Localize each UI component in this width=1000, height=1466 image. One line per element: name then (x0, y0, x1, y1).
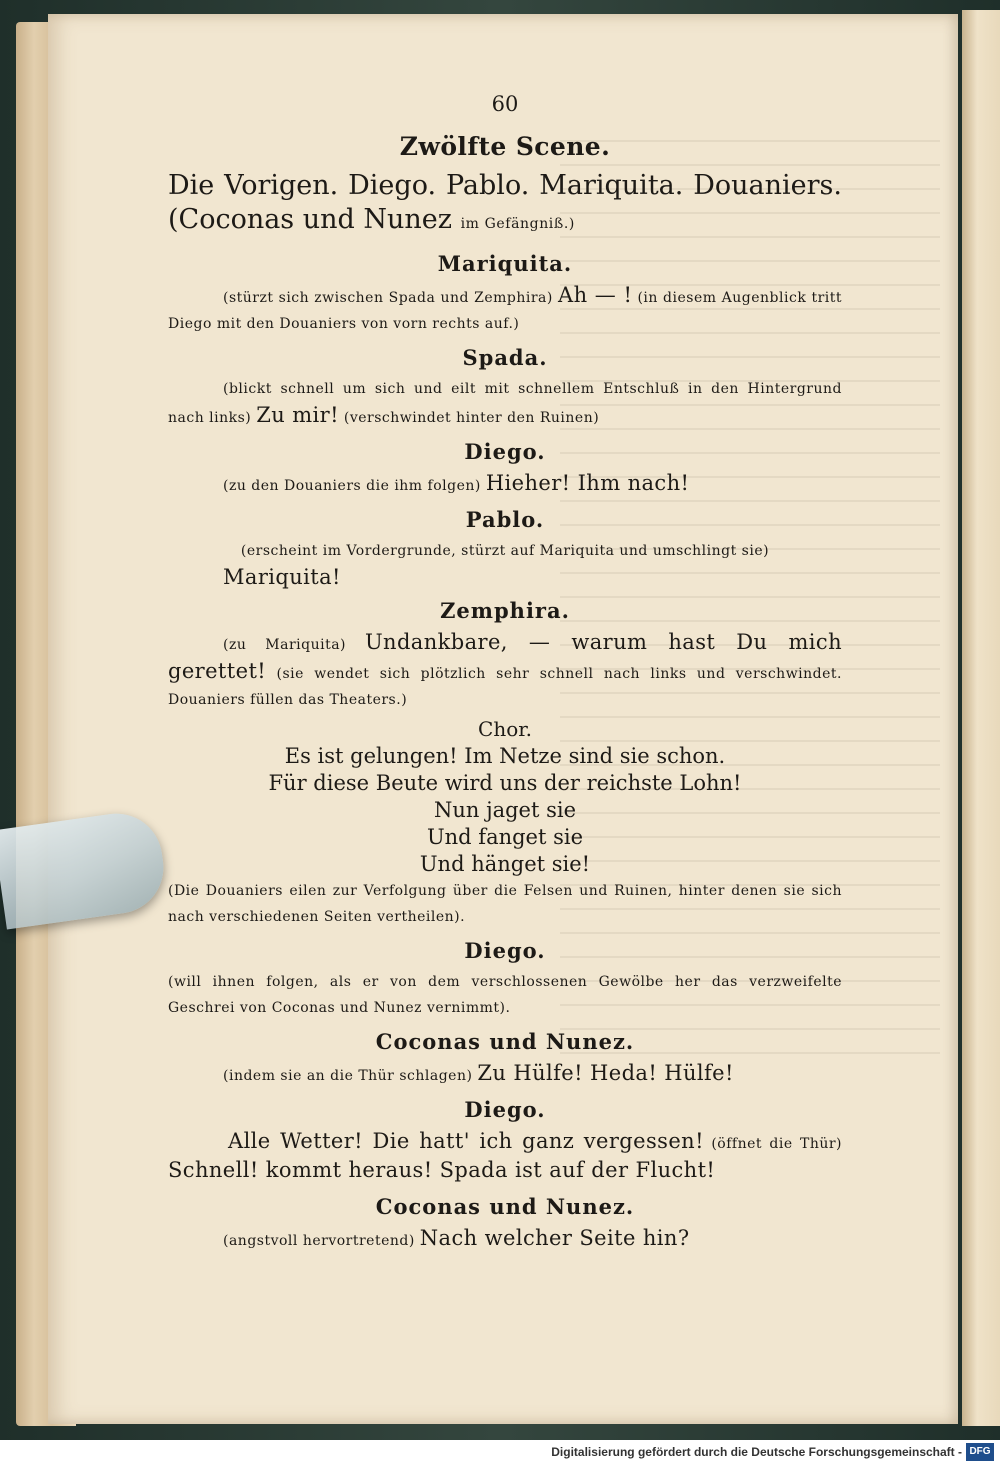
scene-title: Zwölfte Scene. (399, 132, 611, 161)
stage-direction: (blickt schnell um sich und eilt mit schnellem Entschluß in den Hintergrund nach links) (168, 381, 842, 426)
facing-page-edge (962, 10, 1000, 1426)
chorus-line: Es ist gelungen! Im Netze sind sie schon. (284, 744, 726, 768)
stage-direction: (öffnet die Thür) (711, 1136, 843, 1152)
speaker-name: Spada. (462, 345, 548, 370)
speech-block (168, 376, 842, 431)
speech-text: Schnell! kommt heraus! Spada ist auf der Flucht! (168, 1158, 716, 1182)
cast-list (168, 169, 842, 241)
speech-block (168, 538, 842, 590)
chorus-line: Und hänget sie! (419, 852, 591, 876)
speech-block (168, 1060, 842, 1089)
speech-text: Zu mir! (256, 403, 339, 427)
speaker-name: Diego. (464, 938, 546, 963)
footer-bar (0, 1440, 1000, 1466)
dfg-logo: DFG (966, 1443, 994, 1461)
speech-text: Alle Wetter! Die hatt' ich ganz vergessen! (228, 1129, 704, 1153)
chorus-line: Und fanget sie (426, 825, 584, 849)
chorus-label: Chor. (478, 717, 532, 741)
stage-direction: (sie wendet sich plötzlich sehr schnell nach links und verschwindet. Douaniers füllen das Theaters.) (168, 666, 842, 708)
speech-text: Hieher! Ihm nach! (485, 471, 690, 495)
speaker-name: Pablo. (465, 507, 545, 532)
stage-direction: (Die Douaniers eilen zur Verfolgung über die Felsen und Ruinen, hinter denen sie sich nach verschiedenen Seiten vertheilen). (168, 883, 842, 925)
cast-note: im Gefängniß.) (460, 216, 575, 232)
speech-text: Ah — ! (558, 283, 633, 307)
cast-main: Die Vorigen. Diego. Pablo. Mariquita. Douaniers. (Coconas und Nunez (168, 170, 842, 235)
footer-credit: Digitalisierung gefördert durch die Deutsche Forschungsgemeinschaft - (551, 1445, 962, 1459)
stage-direction: (angstvoll hervortretend) (223, 1233, 415, 1249)
speech-block (168, 1225, 842, 1254)
stage-direction: (will ihnen folgen, als er von dem verschlossenen Gewölbe her das verzweifelte Geschrei von Coconas und Nunez vernimmt). (168, 974, 842, 1016)
speech-block (168, 470, 842, 499)
chorus-line: Für diese Beute wird uns der reichste Lohn! (268, 771, 742, 795)
chorus-line: Nun jaget sie (433, 798, 577, 822)
stage-direction: (indem sie an die Thür schlagen) (223, 1068, 473, 1084)
speaker-name: Coconas und Nunez. (375, 1029, 635, 1054)
page-text (168, 92, 842, 1254)
speech-block (168, 1128, 842, 1186)
stage-direction: (erscheint im Vordergrunde, stürzt auf Mariquita und umschlingt sie) (240, 543, 770, 559)
speaker-name: Diego. (464, 1097, 546, 1122)
speaker-name: Zemphira. (440, 598, 570, 623)
speaker-name: Diego. (464, 439, 546, 464)
stage-direction: (zu Mariquita) (223, 637, 347, 653)
speech-text: Undankbare, — warum hast Du mich gerettet! (168, 630, 842, 683)
stage-direction: (verschwindet hinter den Ruinen) (343, 410, 600, 426)
page-number: 60 (491, 92, 519, 116)
speech-block (168, 282, 842, 337)
speaker-name: Coconas und Nunez. (375, 1194, 635, 1219)
stage-direction: (stürzt sich zwischen Spada und Zemphira) (223, 290, 553, 306)
speaker-name: Mariquita. (437, 251, 573, 276)
chorus-lines (168, 743, 842, 878)
stage-direction: (in diesem Augenblick tritt Diego mit den Douaniers von vorn rechts auf.) (168, 290, 842, 332)
stage-direction: (zu den Douaniers die ihm folgen) (223, 478, 481, 494)
speech-text: Nach welcher Seite hin? (419, 1226, 690, 1250)
speech-text: Mariquita! (223, 565, 341, 589)
speech-text: Zu Hülfe! Heda! Hülfe! (477, 1061, 734, 1085)
speech-block (168, 629, 842, 713)
